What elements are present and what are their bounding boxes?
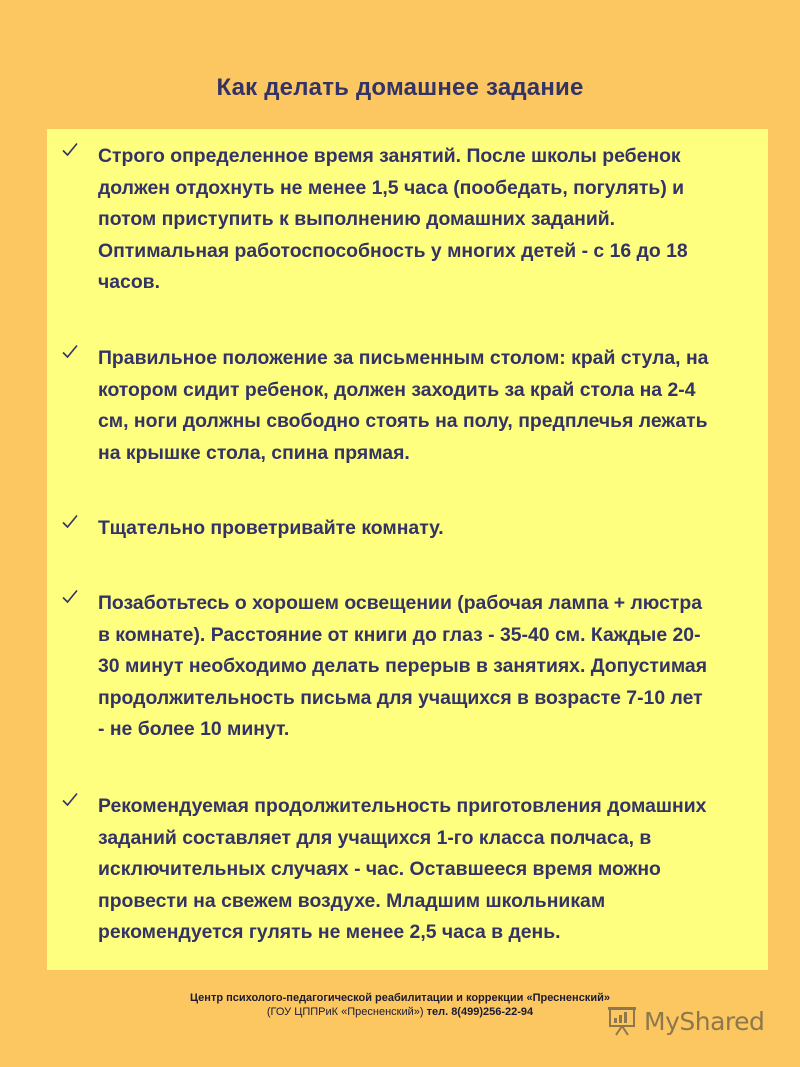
footer-org-short: (ГОУ ЦППРиК «Пресненский») xyxy=(266,1006,424,1018)
footer-phone: тел. 8(499)256-22-94 xyxy=(423,1006,534,1018)
list-item-text: Тщательно проветривайте комнату. xyxy=(98,517,444,539)
page-title: Как делать домашнее задание xyxy=(216,74,584,101)
checkmark-icon xyxy=(61,513,79,531)
list-item-text: Правильное положение за письменным столом: край стула, на котором сидит ребенок, должен заходить за край стола на 2-4 см, ноги должны свободно стоять на полу, предплечья лежать на крышке стола, спина прямая. xyxy=(98,347,709,464)
watermark xyxy=(606,1003,764,1039)
checkmark-icon xyxy=(61,588,79,606)
checkmark-icon xyxy=(61,141,79,159)
content-box xyxy=(47,129,768,970)
checkmark-icon xyxy=(61,343,79,361)
presentation-board-icon xyxy=(606,1005,638,1037)
list-item-text: Позаботьтесь о хорошем освещении (рабочая лампа + люстра в комнате). Расстояние от книги до глаз - 35-40 см. Каждые 20- 30 минут необходимо делать перерыв в занятиях. Допустимая продолжительность письма для учащихся в возрасте 7-10 лет - не более 10 минут. xyxy=(98,592,708,740)
checkmark-icon xyxy=(61,791,79,809)
list-item-text: Рекомендуемая продолжительность приготовления домашних заданий составляет для учащихся 1-го класса полчаса, в исключительных случаях - час. Оставшееся время можно провести на свежем воздухе. Младшим школьникам рекомендуется гулять не менее 2,5 часа в день. xyxy=(98,795,707,943)
list-item-text: Строго определенное время занятий. После школы ребенок должен отдохнуть не менее 1,5 часа (пообедать, погулять) и потом приступить к выполнению домашних заданий. Оптимальная работоспособность у многих детей - с 16 до 18 часов. xyxy=(98,145,688,293)
footer-organization: Центр психолого-педагогической реабилитации и коррекции «Пресненский» xyxy=(190,992,610,1004)
watermark-text: MyShared xyxy=(644,1006,765,1036)
